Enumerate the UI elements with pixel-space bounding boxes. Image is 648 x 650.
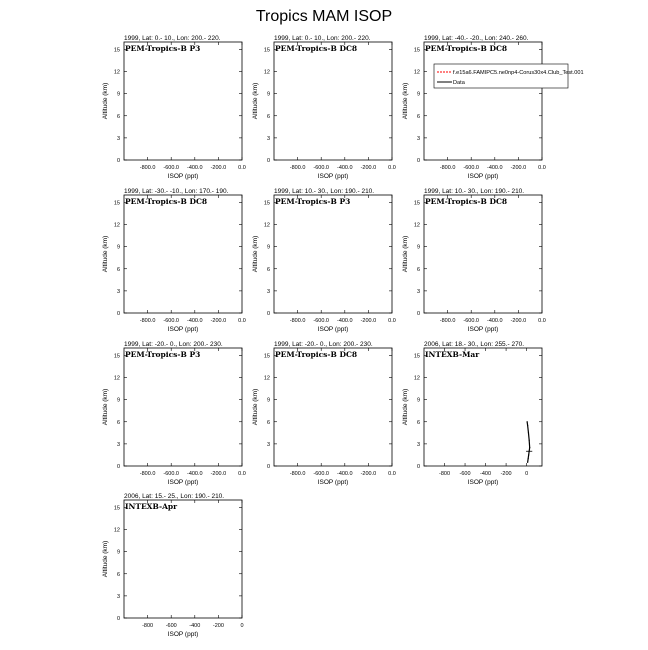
y-tick-label: 3 [116,288,120,295]
campaign-label: PEM-Tropics-B DC8 [275,350,358,359]
y-tick-label: 15 [413,47,420,54]
y-tick-label: 3 [116,441,120,448]
panel-header: 1999, Lat: 0.- 10., Lon: 200.- 220. [274,35,371,42]
legend [434,64,584,88]
chart-panel-6 [394,185,569,345]
x-tick-label: -400.0 [186,318,203,324]
chart-panel-2 [244,32,419,192]
y-tick-label: 9 [266,244,270,251]
y-axis-label: Altitude (km) [252,235,259,273]
y-tick-label: 3 [416,135,420,142]
y-tick-label: 0 [116,311,120,317]
x-tick-label: -800.0 [289,471,306,477]
y-tick-label: 15 [413,353,420,360]
x-tick-label: -800.0 [289,165,306,171]
y-tick-label: 12 [113,527,120,534]
x-tick-label: 0.0 [388,165,396,171]
y-tick-label: 3 [266,135,270,142]
campaign-label: PEM-Tropics-B DC8 [125,197,208,206]
y-tick-label: 3 [116,135,120,142]
x-axis-label: ISOP (ppt) [317,326,349,333]
x-tick-label: -400.0 [336,471,353,477]
y-tick-label: 15 [113,505,120,512]
data-point [527,425,528,426]
y-axis-label: Altitude (km) [102,235,109,273]
data-point [529,447,530,448]
data-point [528,458,529,459]
data-point [527,421,528,422]
x-tick-label: -200 [500,471,512,477]
chart-panel-7 [94,338,269,498]
y-tick-label: 3 [416,441,420,448]
y-tick-label: 12 [113,222,120,229]
x-tick-label: -200.0 [510,165,527,171]
y-axis-label: Altitude (km) [102,82,109,120]
y-axis-label: Altitude (km) [252,82,259,120]
y-tick-label: 12 [413,222,420,229]
legend-label: f.e15a6.FAMIPC5.ne0np4-Corus30x4.Club_Test.001 [453,70,584,76]
plot-frame [274,42,392,160]
x-tick-label: -400 [480,471,492,477]
x-tick-label: -800.0 [439,318,456,324]
y-axis-label: Altitude (km) [102,388,109,426]
x-tick-label: -800.0 [439,165,456,171]
y-tick-label: 15 [113,200,120,207]
campaign-label: PEM-Tropics-B P3 [275,197,351,206]
panel-header: 2006, Lat: 18.- 30., Lon: 255.- 270. [424,341,525,348]
y-tick-label: 0 [266,311,270,317]
x-tick-label: -400.0 [486,318,503,324]
y-tick-label: 15 [413,200,420,207]
x-axis-label: ISOP (ppt) [467,479,499,486]
y-tick-label: 6 [266,113,270,120]
y-tick-label: 15 [113,353,120,360]
chart-panel-3 [394,32,584,192]
y-tick-label: 0 [116,464,120,470]
x-tick-label: -400 [189,623,201,629]
y-tick-label: 12 [413,375,420,382]
x-tick-label: -200.0 [210,471,227,477]
y-axis-label: Altitude (km) [402,388,409,426]
x-tick-label: -800 [142,623,154,629]
campaign-label: PEM-Tropics-B DC8 [425,197,508,206]
x-tick-label: -200.0 [510,318,527,324]
x-tick-label: -600.0 [313,471,330,477]
x-tick-label: 0.0 [238,318,246,324]
y-tick-label: 6 [266,266,270,273]
y-tick-label: 15 [263,200,270,207]
y-tick-label: 15 [263,47,270,54]
x-axis-label: ISOP (ppt) [317,173,349,180]
x-tick-label: -600.0 [313,165,330,171]
y-tick-label: 9 [416,244,420,251]
panel-header: 1999, Lat: -30.- -10., Lon: 170.- 190. [124,188,229,195]
legend-label: Data [453,80,465,86]
y-tick-label: 3 [266,288,270,295]
x-axis-label: ISOP (ppt) [167,173,199,180]
x-axis-label: ISOP (ppt) [167,479,199,486]
plot-frame [124,348,242,466]
y-tick-label: 3 [416,288,420,295]
chart-panel-5 [244,185,419,345]
x-axis-label: ISOP (ppt) [167,326,199,333]
panel-header: 1999, Lat: -20.- 0., Lon: 200.- 230. [124,341,223,348]
x-tick-label: 0.0 [238,471,246,477]
data-point [529,440,530,441]
chart-panel-8 [244,338,419,498]
y-tick-label: 9 [116,91,120,98]
plot-frame [274,195,392,313]
y-tick-label: 9 [116,549,120,556]
x-tick-label: -200.0 [360,471,377,477]
data-point [528,432,529,433]
y-axis-label: Altitude (km) [402,235,409,273]
y-tick-label: 12 [263,222,270,229]
x-tick-label: -600.0 [463,165,480,171]
y-tick-label: 0 [116,158,120,164]
x-tick-label: -400.0 [336,318,353,324]
y-tick-label: 12 [113,69,120,76]
y-tick-label: 6 [416,113,420,120]
y-tick-label: 6 [416,419,420,426]
x-tick-label: 0.0 [388,318,396,324]
x-tick-label: -800.0 [139,471,156,477]
y-tick-label: 0 [416,311,420,317]
chart-panel-9 [394,338,569,498]
x-tick-label: -600.0 [163,471,180,477]
x-tick-label: -600 [165,623,177,629]
x-tick-label: 0.0 [538,165,546,171]
x-tick-label: -800.0 [139,165,156,171]
plot-frame [124,195,242,313]
plot-frame [124,500,242,618]
y-tick-label: 0 [416,158,420,164]
y-axis-label: Altitude (km) [252,388,259,426]
campaign-label: PEM-Tropics-B P3 [125,350,201,359]
y-tick-label: 0 [266,158,270,164]
campaign-label: INTEXB-Apr [125,502,178,511]
y-tick-label: 0 [116,616,120,622]
panel-header: 1999, Lat: -20.- 0., Lon: 200.- 230. [274,341,373,348]
plot-frame [124,42,242,160]
x-tick-label: 0 [525,471,529,477]
y-tick-label: 6 [116,113,120,120]
x-tick-label: -200.0 [360,165,377,171]
data-point [528,454,529,455]
x-axis-label: ISOP (ppt) [467,326,499,333]
data-point [527,462,528,463]
x-tick-label: -600.0 [163,165,180,171]
y-axis-label: Altitude (km) [402,82,409,120]
x-tick-label: -400.0 [336,165,353,171]
x-tick-label: -400.0 [486,165,503,171]
y-tick-label: 12 [263,375,270,382]
y-tick-label: 9 [266,91,270,98]
y-tick-label: 9 [116,397,120,404]
data-series-line [527,422,530,463]
panel-header: 1999, Lat: 10.- 30., Lon: 190.- 210. [274,188,375,195]
plot-frame [424,195,542,313]
x-axis-label: ISOP (ppt) [317,479,349,486]
y-tick-label: 9 [116,244,120,251]
x-axis-label: ISOP (ppt) [467,173,499,180]
y-axis-label: Altitude (km) [102,540,109,578]
y-tick-label: 6 [116,419,120,426]
y-tick-label: 6 [416,266,420,273]
y-tick-label: 0 [266,464,270,470]
y-tick-label: 12 [113,375,120,382]
x-tick-label: -600.0 [163,318,180,324]
campaign-label: PEM-Tropics-B DC8 [425,44,508,53]
x-tick-label: -400.0 [186,471,203,477]
y-tick-label: 3 [266,441,270,448]
x-tick-label: -600.0 [463,318,480,324]
x-tick-label: -200.0 [210,165,227,171]
plot-frame [274,348,392,466]
y-tick-label: 9 [266,397,270,404]
y-tick-label: 6 [266,419,270,426]
y-tick-label: 12 [263,69,270,76]
x-axis-label: ISOP (ppt) [167,631,199,638]
y-tick-label: 3 [116,593,120,600]
x-tick-label: -800 [439,471,451,477]
x-tick-label: -400.0 [186,165,203,171]
y-tick-label: 15 [113,47,120,54]
chart-panel-10 [94,490,269,650]
y-tick-label: 6 [116,266,120,273]
y-tick-label: 0 [416,464,420,470]
x-tick-label: -800.0 [139,318,156,324]
y-tick-label: 9 [416,397,420,404]
panel-header: 1999, Lat: 10.- 30., Lon: 190.- 210. [424,188,525,195]
x-tick-label: 0 [240,623,244,629]
figure-title: Tropics MAM ISOP [255,8,393,25]
x-tick-label: -200 [212,623,224,629]
x-tick-label: -600.0 [313,318,330,324]
chart-panel-4 [94,185,269,345]
campaign-label: PEM-Tropics-B DC8 [275,44,358,53]
y-tick-label: 6 [116,571,120,578]
x-tick-label: -600 [459,471,471,477]
panel-header: 1999, Lat: 0.- 10., Lon: 200.- 220. [124,35,221,42]
chart-panel-1 [94,32,269,192]
panel-header: 1999, Lat: -40.- -20., Lon: 240.- 260. [424,35,529,42]
y-tick-label: 9 [416,91,420,98]
plot-frame [424,42,542,160]
x-tick-label: 0.0 [238,165,246,171]
x-tick-label: -200.0 [360,318,377,324]
y-tick-label: 12 [413,69,420,76]
y-tick-label: 15 [263,353,270,360]
x-tick-label: 0.0 [388,471,396,477]
campaign-label: PEM-Tropics-B P3 [125,44,201,53]
x-tick-label: -800.0 [289,318,306,324]
x-tick-label: 0.0 [538,318,546,324]
x-tick-label: -200.0 [210,318,227,324]
plot-frame [424,348,542,466]
panel-header: 2006, Lat: 15.- 25., Lon: 190.- 210. [124,493,225,500]
campaign-label: INTEXB-Mar [425,350,480,359]
